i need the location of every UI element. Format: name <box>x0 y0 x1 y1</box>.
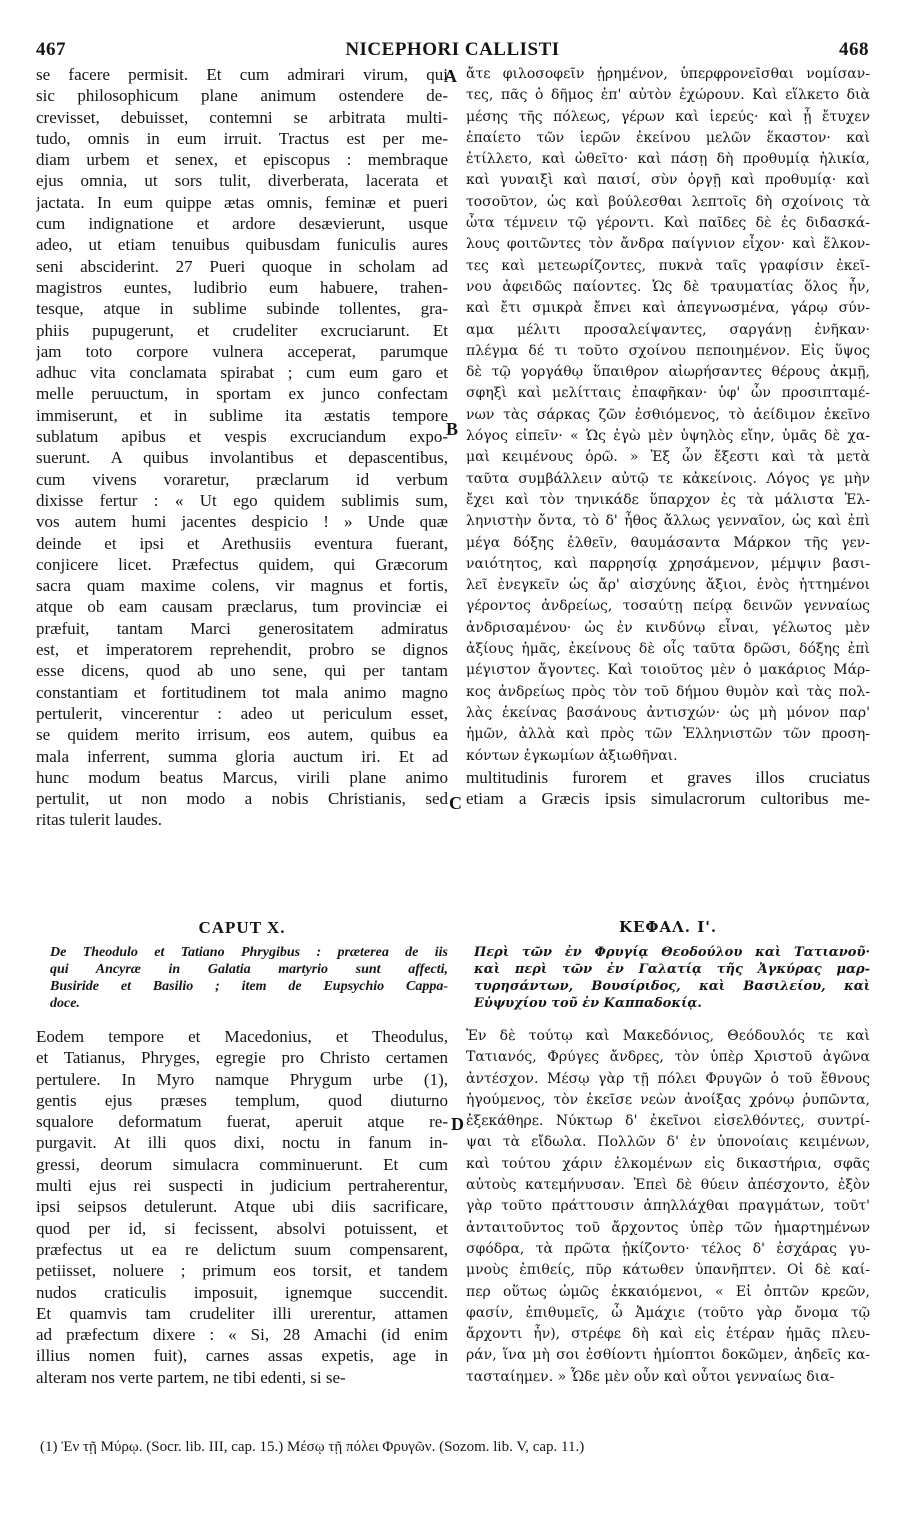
latin-text-line: gentis ejus præses templum, quod diuturno <box>36 1090 448 1110</box>
greek-text-line: νων τὰς σάρκας ζῶν ἐσθιόμενος, τὸ ἀείδιμον ἐκεῖνο <box>466 406 870 423</box>
latin-text-line: diam urbem et senex, et episcopus : membraque <box>36 150 448 170</box>
greek-text-line: ναιότητος, καὶ παρρησίᾳ χρησάμενον, μέμψιν βασι- <box>466 555 870 572</box>
greek-text-line: ἀνταιτοῦντος τοῦ ἄρχοντος ὑπὲρ τῶν ἡμαρτημένων <box>466 1219 870 1236</box>
latin-text-line: pertulere. In Myro namque Phrygum urbe (1), <box>36 1069 448 1089</box>
latin-text-line: crevisset, debuisset, contemni se arbitrata multi- <box>36 107 448 127</box>
greek-chapter-title: ΚΕΦΑΛ. Ι'. <box>618 918 718 936</box>
greek-text-line: ἐπαίετο τῶν ἱερῶν ἐκείνου μελῶν ἕκαστον· καὶ <box>466 129 870 146</box>
latin-text-line: adhuc vita conclamata spirabat ; cum eum garo et <box>36 363 448 383</box>
greek-text-line: μνοὺς ἐπιθείς, πῦρ κάτωθεν ὑπανῆπτεν. Οἱ δὲ καί- <box>466 1262 870 1279</box>
page-number-left: 467 <box>36 39 66 60</box>
greek-text-line: αμα μέλιτι προσαλείψαντες, σαργάνῃ ἐνῆκαν· <box>466 321 870 338</box>
greek-text-line: τοσοῦτον, ὡς καὶ βούλεσθαι λεπτοῖς δὴ σχοίνοις τὰ <box>466 193 870 210</box>
latin-column-upper <box>36 64 448 831</box>
latin-text-line: atque ob eam causam præclarus, tum provinciæ ei <box>36 597 448 617</box>
greek-summary-line: Εὐψυχίου τοῦ ἐν Καππαδοκίᾳ. <box>474 996 702 1011</box>
greek-text-line: σφηξὶ καὶ μελίτταις ἐπαφῆκαν· ὑφ' ὧν προσιπταμέ- <box>466 385 870 402</box>
latin-text-line: tudo, omnis in eum irruit. Tractus est per me- <box>36 128 448 148</box>
latin-text-line: mala inferrent, summa gloria auctum iri. Et ad <box>36 746 448 766</box>
latin-text-line: cum vivens voraretur, præclarum id verbum <box>36 469 448 489</box>
greek-text-line: ἄτε φιλοσοφεῖν ᾑρημένον, ὑπερφρονεῖσθαι νομίσαν- <box>466 66 870 82</box>
greek-text-line: ἔχει καὶ τὸν τηνικάδε ὕπαρχον ἐς τὰ μάλιστα Ἑλ- <box>466 491 870 508</box>
latin-text-line: multi ejus rei suspecti in judicium pertraherentur, <box>36 1176 448 1196</box>
latin-text-line: jam toto corpore vulnera acceperat, parumque <box>36 341 448 361</box>
latin-text-line: sacra quam maxime colens, vir magnus et fortis, <box>36 576 448 596</box>
latin-text-line: Eodem tempore et Macedonius, et Theodulus, <box>36 1027 448 1046</box>
latin-text-line: jactata. In eum quippe ætas omnis, feminæ et pueri <box>36 192 448 212</box>
greek-text-line: κόντων ἐγκωμίων ἀξιωθῆναι. <box>466 747 678 764</box>
greek-text-line: ἐτίλλετο, καὶ ὠθεῖτο· καὶ πάσῃ δὴ προθυμίᾳ ἡλικία, <box>466 151 870 168</box>
latin-text-line: præfuit, tantam Marci generositatem admiratus <box>36 618 448 638</box>
latin-text-line: cum indignatione et ardore desævierunt, usque <box>36 214 448 234</box>
greek-text-line: μαὶ κειμένους ὁρῶ. » Ἐξ ὧν ἔξεστι καὶ τὰ μετὰ <box>466 449 870 466</box>
margin-mark-b: B <box>446 419 459 439</box>
greek-text-line: ράν, ἵνα μὴ σοι ἐσθίοντι ἡμίοπτοι δοκῶμεν, ἀηδεῖς κα- <box>466 1347 870 1364</box>
greek-text-line: περ οὕτως ὠμῶς ἐκκαιόμενοι, « Εἰ ὀπτῶν κρεῶν, <box>466 1283 870 1300</box>
greek-text-line: ταῦτα συμβάλλειν αὐτῷ τε κἀκείνοις. Λόγος γε μὴν <box>466 470 870 487</box>
greek-text-line: δὲ τῷ γοργάθῳ ὕπαιθρον αἰωρήσαντες θέρους ἀκμῇ, <box>466 364 870 381</box>
latin-chapter-title: CAPUT X. <box>198 918 286 937</box>
greek-text-line: λεῖ ἐνεγκεῖν ὡς ἄρ' αἰσχύνης ἄξιοι, ἑνὸς ἡττημένοι <box>466 577 870 594</box>
latin-text-line: seni absciderint. 27 Pueri quoque in scholam ad <box>36 256 448 276</box>
greek-text-line: αὐτοὺς κατεμήνυσαν. Ἐπεὶ δὲ θύειν ἀπέσχοντο, ἐξὸν <box>466 1177 870 1194</box>
greek-text-line: λους φοιτῶντες τὸν ἄνδρα παίγνιον εἶχον· καὶ ἕλκον- <box>466 236 870 253</box>
greek-text-line: ἀξίους ἡμᾶς, ἐκείνους δὲ οἷς ταῦτα δρῶσι, δόξης ἐπὶ <box>466 641 870 658</box>
latin-text-line: adeo, ut etiam tenuibus quibusdam funiculis aures <box>36 235 448 255</box>
latin-text-line: quod per id, si fecissent, absolvi potuissent, et <box>36 1218 448 1238</box>
page-number-right: 468 <box>839 39 869 60</box>
greek-text-line: λόγος εἰπεῖν· « Ὡς ἐγὼ μὲν ὑψηλὸς εἴην, ὑμᾶς δὲ χα- <box>466 428 870 445</box>
latin-text-line: alteram nos verte partem, ne tibi edenti, si se- <box>36 1367 346 1387</box>
latin-text-line: esse dicens, quod ab uno sene, qui per tantam <box>36 661 448 681</box>
latin-text-line: phiis pupugerunt, et crudeliter excruciarunt. Et <box>36 320 448 340</box>
latin-text-line: pertulerit, vincerentur : adeo ut periculum esset, <box>36 703 448 723</box>
latin-text-line: tesque, atque in sublime subinde tollentes, gra- <box>36 299 448 319</box>
latin-text-line: præfectus ut ea re delictum suum compensarent, <box>36 1239 448 1259</box>
greek-text-line: μέσης τῆς πόλεως, γέρων καὶ ἱερεύς· καὶ ᾗ ἔτυχεν <box>466 108 870 125</box>
latin-text-line: se quidem merito irrisum, eos autem, quibus ea <box>36 725 448 745</box>
greek-text-line: κος ἀνδρείως πρὸς τὸν τοῦ δήμου θυμὸν καὶ τὰς πολ- <box>466 683 870 700</box>
margin-mark-a: A <box>444 66 457 86</box>
greek-text-line: ὦτα τέμνειν τῷ γέροντι. Καὶ παῖδες δὲ ἐς διδασκά- <box>466 215 870 232</box>
latin-text-line: melle peruuctum, in sportam ex junco confectam <box>36 384 448 404</box>
latin-text-line: illius nomen fuit), carnes assas expetis, age in <box>36 1346 448 1366</box>
greek-summary-line: τυρησάντων, Βουσίριδος, καὶ Βασιλείου, καὶ <box>474 979 870 994</box>
latin-text-line: sic philosophicum plane animum ostendere de- <box>36 86 448 106</box>
greek-text-line: μέγιστον ἄγοντες. Καὶ τοιοῦτος μὲν ὁ μακάριος Μάρ- <box>466 662 870 679</box>
latin-column-lower <box>36 1026 448 1388</box>
latin-text-line: constantiam et fortitudinem tot mala animo magno <box>36 682 448 702</box>
latin-text-line: immiserunt, et in sublime ita æstatis tempore <box>36 405 448 425</box>
latin-text-line: conjicere licet. Præfectus quidem, qui Græcorum <box>36 554 448 574</box>
greek-text-line: γέροντος ἀνδρείως, τοσαύτῃ πείρᾳ δεινῶν γενναίως <box>466 598 870 615</box>
greek-text-line: Τατιανός, Φρύγες ἄνδρες, τὸν ὑπὲρ Χριστοῦ ἀγῶνα <box>466 1049 870 1066</box>
greek-text-line: νου ἀφειδῶς παίοντες. Ὡς δὲ τραυματίας ὅλος ἦν, <box>466 278 870 295</box>
latin-summary-line: De Theodulo et Tatiano Phrygibus : præterea de iis <box>50 945 448 960</box>
greek-text-line: τες, πᾶς ὁ δῆμος ἐπ' αὐτὸν ἐχώρουν. Καὶ εἵλκετο διὰ <box>466 87 870 104</box>
latin-text-line: petiisset, noluere ; primum eos torsit, et tandem <box>36 1261 448 1281</box>
greek-column-lower <box>466 1026 870 1388</box>
footnote: (1) Ἐν τῇ Μύρῳ. (Socr. lib. III, cap. 15.) Μέσῳ τῇ πόλει Φρυγῶν. (Sozom. lib. V, cap. 11.) <box>40 1439 585 1455</box>
latin-text-line: pertulit, ut non modo a nobis Christianis, sed <box>36 789 448 809</box>
latin-text-line: magistros euntes, ludibrio eum habuere, trahen- <box>36 277 448 297</box>
latin-summary-line: qui Ancyræ in Galatia martyrio sunt affecti, <box>50 962 448 977</box>
latin-bridge-line: multitudinis furorem et graves illos cruciatus <box>466 767 870 787</box>
greek-summary-line: καὶ περὶ τῶν ἐν Γαλατίᾳ τῆς Ἀγκύρας μαρ- <box>474 962 870 977</box>
greek-text-line: τασταίημεν. » Ὧδε μὲν οὖν καὶ οὗτοι γενναίως δια- <box>466 1368 835 1385</box>
greek-text-line: καὶ ἔτι σμικρὰ ἔπνει καὶ ἀπεγνωσμένα, γάρῳ σύν- <box>466 300 870 317</box>
greek-text-line: τες καὶ μετεωρίζοντες, πυκνὰ ταῖς γραφίσιν ἐκεῖ- <box>466 257 870 274</box>
latin-text-line: squalore deformatum fuerat, aperuit atque re- <box>36 1112 448 1132</box>
latin-text-line: dixisse fertur : « Ut ego quidem sublimis sum, <box>36 490 448 510</box>
latin-text-line: est, et imperatorem reprehendit, probro se dignos <box>36 640 448 660</box>
latin-text-line: vos autem humi jacentes despicio ! » Unde quæ <box>36 512 448 532</box>
greek-text-line: ἐξεκάθηρε. Νύκτωρ δ' ἐκεῖνοι εἰσελθόντες, συντρί- <box>466 1113 870 1130</box>
greek-text-line: ἀντέσχον. Μέσῳ γὰρ τῇ πόλει Φρυγῶν ὁ τοῦ ἔθνους <box>466 1070 870 1087</box>
latin-text-line: gressi, deorum simulacra comminuerunt. Et cum <box>36 1154 448 1174</box>
greek-text-line: γὰρ τοῦτο πράττουσιν ἀπηλλάχθαι πραγμάτων, τοῦτ' <box>466 1198 870 1215</box>
latin-text-line: sublatum apibus et vespis excruciandum expo- <box>36 427 448 447</box>
greek-text-line: φασίν, ἐπιθυμεῖς, ὦ Ἀμάχιε (τοῦτο γὰρ ὄνομα τῷ <box>466 1304 870 1321</box>
greek-text-line: μέγα δόξης ἐλθεῖν, θαυμάσαντα Μάρκον τῆς γεν- <box>466 534 870 551</box>
latin-text-line: deinde et ipsi et Arethusiis eventura fuerant, <box>36 533 448 553</box>
greek-text-line: ἄρχοντι ἦν), στρέφε δὴ καὶ εἰς ἑτέραν ἡμᾶς πλευ- <box>466 1326 870 1343</box>
latin-text-line: ad præfectum dixere : « Si, 28 Amachi (id enim <box>36 1325 448 1345</box>
greek-column-upper <box>466 64 870 809</box>
latin-chapter-summary <box>50 944 448 1012</box>
greek-text-line: σφόδρα, τὰ πρῶτα ᾐκίζοντο· τέλος δ' ἐσχάρας γυ- <box>466 1240 870 1257</box>
greek-text-line: ἡμῶν, ἀλλὰ καὶ πρὸς τῶν Ἑλληνιστῶν τῶν προση- <box>466 726 870 743</box>
margin-mark-d: D <box>451 1114 464 1134</box>
greek-text-line: καὶ τούτου χάριν ἑλκομένων εἰς δικαστήρια, σφᾶς <box>466 1155 870 1172</box>
greek-text-line: καὶ γυναιξὶ καὶ παισί, σὺν ὀργῇ καὶ προθυμίᾳ· καὶ <box>466 172 870 189</box>
greek-text-line: λὰς ἐκείνας βασάνους ἀντισχών· ὡς μὴ μόνον παρ' <box>466 704 870 721</box>
latin-text-line: ipsi seipsos detulerunt. Atque ubi diis sacrificare, <box>36 1197 448 1217</box>
greek-text-line: Ἐν δὲ τούτῳ καὶ Μακεδόνιος, Θεόδουλός τε καὶ <box>466 1028 870 1044</box>
greek-chapter-summary <box>474 944 870 1012</box>
latin-summary-line: Busiride et Basilio ; item de Eupsychio Cappa- <box>50 979 448 994</box>
latin-text-line: ejus omnia, ut sors tulit, diverberata, lacerata et <box>36 171 448 191</box>
latin-text-line: nudos craticulis imposuit, ignemque succendit. <box>36 1282 448 1302</box>
latin-text-line: et Tatianus, Phryges, egregie pro Christo certamen <box>36 1048 448 1068</box>
margin-mark-c: C <box>449 793 462 813</box>
latin-text-line: Et quamvis tam crudeliter illi urerentur, attamen <box>36 1303 448 1323</box>
latin-text-line: hunc modum beatus Marcus, virili plane animo <box>36 767 448 787</box>
greek-text-line: ἀνδρισαμένου· ὡς ἐν κινδύνῳ εἶναι, γέλωτος μὲν <box>466 619 870 636</box>
latin-text-line: se facere permisit. Et cum admirari virum, qui <box>36 65 448 84</box>
latin-text-line: purgavit. At illi quos dixi, noctu in fanum in- <box>36 1133 448 1153</box>
running-title: NICEPHORI CALLISTI <box>345 39 560 60</box>
greek-summary-line: Περὶ τῶν ἐν Φρυγίᾳ Θεοδούλου καὶ Τατιανοῦ· <box>474 945 870 960</box>
greek-text-line: ψαι τὰ εἴδωλα. Πολλῶν δ' ἐν ὑπονοίαις κειμένων, <box>466 1134 870 1151</box>
greek-text-line: ἡγούμενος, τὸν ἐκεῖσε νεὼν ἀνοίξας χρόνῳ ῥυπῶντα, <box>466 1091 870 1108</box>
latin-bridge-line: etiam a Græcis ipsis simulacrorum cultoribus me- <box>466 789 870 809</box>
latin-text-line: suerunt. A quibus involantibus et depascentibus, <box>36 448 448 468</box>
latin-text-line: ritas tulerit laudes. <box>36 810 163 830</box>
greek-text-line: πλέγμα δέ τι τοῦτο σχοίνου πεποιημένον. Εἰς ὕψος <box>466 342 870 359</box>
greek-text-line: ληνιστὴν ὄντα, τὸ δ' ἦθος ἄλλως γενναῖον, ὡς καὶ ἐπὶ <box>466 513 870 530</box>
latin-summary-line: doce. <box>50 996 80 1011</box>
